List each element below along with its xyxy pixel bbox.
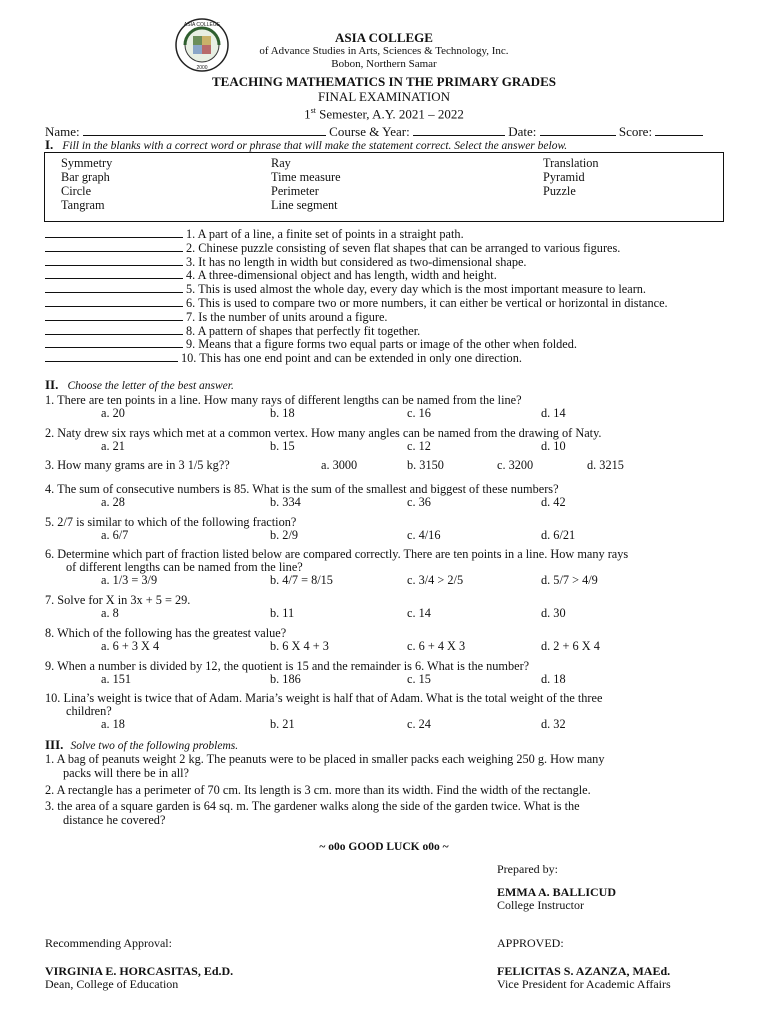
answer-option[interactable]: c. 36 [407,495,431,509]
part2-instruction: Choose the letter of the best answer. [67,380,234,392]
word-bank-item: Ray [271,156,291,170]
answer-option[interactable]: d. 32 [541,717,566,731]
answer-option[interactable]: b. 18 [270,406,295,420]
semester-number: 1 [304,106,311,122]
name-blank[interactable] [83,124,326,136]
part2-heading [45,378,234,393]
answer-option[interactable]: c. 16 [407,406,431,420]
problem-text: 1. A bag of peanuts weight 2 kg. The peanuts were to be placed in smaller packs each weighing 250 g. How many [45,752,605,766]
question-text: 6. Determine which part of fraction listed below are compared correctly. There are ten points in a line. How many rays [45,547,629,561]
fill-blank-text: 7. Is the number of units around a figure. [186,309,388,324]
fill-blank-text: 4. A three-dimensional object and has length, width and height. [186,268,497,283]
answer-option[interactable]: a. 8 [101,606,119,620]
recommending-name: VIRGINIA E. HORCASITAS, Ed.D. [45,964,234,978]
answer-option[interactable]: b. 334 [270,495,301,509]
part1-instruction: Fill in the blanks with a correct word or phrase that will make the statement correct. Select the answer below. [62,140,568,152]
fill-blank-item [45,350,522,365]
answer-option[interactable]: b. 15 [270,439,295,453]
fill-blank-item [45,336,577,351]
word-bank-item: Tangram [61,198,105,212]
answer-blank[interactable] [45,240,183,252]
problem-text-continued: distance he covered? [63,813,166,827]
fill-blank-text: 6. This is used to compare two or more numbers, it can either be vertical or horizontal in distance. [186,296,668,310]
course-blank[interactable] [413,124,505,136]
fill-blank-item [45,267,497,282]
answer-option[interactable]: a. 1/3 = 3/9 [101,573,158,587]
question-text: 9. When a number is divided by 12, the quotient is 15 and the remainder is 6. What is the number? [45,659,530,673]
answer-option[interactable]: a. 3000 [321,458,358,472]
answer-option[interactable]: c. 14 [407,606,431,620]
answer-option[interactable]: a. 6/7 [101,528,129,542]
word-bank-col-1 [61,156,112,212]
fill-blank-item [45,254,527,269]
answer-option[interactable]: d. 5/7 > 4/9 [541,573,598,587]
answer-option[interactable]: b. 4/7 = 8/15 [270,573,333,587]
answer-option[interactable]: c. 24 [407,717,431,731]
semester-superscript: st [310,106,316,115]
prepared-title: College Instructor [497,898,584,912]
seal-year: 2000 [196,65,208,71]
answer-blank[interactable] [45,323,183,335]
name-label: Name: [45,124,80,139]
seal-text: ASIA COLLEGE [183,22,221,28]
fill-blank-item [45,323,420,338]
school-name: ASIA COLLEGE [335,30,433,45]
fill-blank-text: 3. It has no length in width but considered as two-dimensional shape. [186,254,527,269]
answer-option[interactable]: a. 6 + 3 X 4 [101,639,160,653]
answer-option[interactable]: a. 18 [101,717,125,731]
part3-heading [45,738,238,753]
answer-option[interactable]: b. 21 [270,717,295,731]
answer-option[interactable]: d. 6/21 [541,528,576,542]
approved-title: Vice President for Academic Affairs [497,977,671,991]
question-text: 7. Solve for X in 3x + 5 = 29. [45,593,191,607]
recommending-title: Dean, College of Education [45,977,179,991]
good-luck-text: ~ o0o GOOD LUCK o0o ~ [319,841,449,853]
exam-title: FINAL EXAMINATION [317,89,451,104]
word-bank-col-2 [271,156,341,212]
word-bank-item: Translation [543,156,599,170]
answer-option[interactable]: d. 30 [541,606,566,620]
fill-blank-text: 10. This has one end point and can be extended in only one direction. [181,351,522,366]
question-text: 3. How many grams are in 3 1/5 kg?? [45,458,230,472]
part1-numeral: I. [45,137,54,152]
approved-name: FELICITAS S. AZANZA, MAEd. [497,964,671,978]
question-text-continued: of different lengths can be named from the line? [66,560,303,574]
word-bank-item: Time measure [271,170,341,184]
answer-option[interactable]: c. 6 + 4 X 3 [407,639,466,653]
fill-blank-item [45,295,668,310]
word-bank-item: Symmetry [61,156,113,170]
part1-heading [45,138,567,153]
answer-option[interactable]: c. 12 [407,439,431,453]
word-bank-col-3 [543,156,599,198]
answer-blank[interactable] [45,281,183,293]
answer-option[interactable]: a. 28 [101,495,125,509]
answer-blank[interactable] [45,350,178,362]
part3-numeral: III. [45,737,64,752]
answer-option[interactable]: b. 6 X 4 + 3 [270,639,329,653]
answer-option[interactable]: a. 21 [101,439,125,453]
fill-blank-item [45,240,620,255]
answer-option[interactable]: c. 3/4 > 2/5 [407,573,464,587]
fill-blank-text: 9. Means that a figure forms two equal parts or image of the other when folded. [186,337,577,352]
word-bank-item: Line segment [271,198,338,212]
answer-option[interactable]: d. 3215 [587,458,624,472]
fill-blank-text: 8. A pattern of shapes that perfectly fit together. [186,323,421,338]
word-bank-box [44,152,724,222]
school-location: Bobon, Northern Samar [331,58,437,70]
score-label: Score: [618,124,653,139]
word-bank-item: Perimeter [271,184,319,198]
answer-option[interactable]: a. 151 [101,672,132,686]
answer-option[interactable]: d. 42 [541,495,566,509]
answer-option[interactable]: c. 4/16 [407,528,441,542]
word-bank-item: Circle [61,184,92,198]
word-bank-item: Bar graph [61,170,110,184]
answer-option[interactable]: d. 14 [541,406,566,420]
prepared-label: Prepared by: [497,862,558,876]
answer-option[interactable]: b. 11 [270,606,295,620]
semester-line [0,103,768,121]
question-text: 2. Naty drew six rays which met at a common vertex. How many angles can be named from the drawing of Naty. [45,426,602,440]
question-text: 1. There are ten points in a line. How many rays of different lengths can be named from the line? [45,393,522,407]
question-text: 10. Lina’s weight is twice that of Adam. Maria’s weight is half that of Adam. What is the total weight of the three [45,691,603,705]
answer-blank[interactable] [45,267,183,279]
answer-option[interactable]: d. 18 [541,672,566,686]
recommending-label: Recommending Approval: [45,936,172,950]
answer-option[interactable]: c. 3200 [497,458,534,472]
student-info-line [45,124,703,139]
fill-blank-item [45,281,646,296]
fill-blank-item [45,309,387,324]
semester-text: Semester, A.Y. 2021 – 2022 [315,106,464,122]
school-subtitle: of Advance Studies in Arts, Sciences & Technology, Inc. [259,45,509,57]
answer-option[interactable]: b. 3150 [407,458,444,472]
answer-option[interactable]: d. 2 + 6 X 4 [541,639,600,653]
prepared-name: EMMA A. BALLICUD [497,885,617,899]
date-label: Date: [508,124,537,139]
answer-option[interactable]: c. 15 [407,672,431,686]
course-label: Course & Year: [329,124,410,139]
part3-instruction: Solve two of the following problems. [70,740,239,752]
part2-numeral: II. [45,377,59,392]
answer-option[interactable]: d. 10 [541,439,566,453]
fill-blank-text: 2. Chinese puzzle consisting of seven flat shapes that can be arranged to various figures. [186,240,621,255]
word-bank-item: Pyramid [543,170,585,184]
course-title: TEACHING MATHEMATICS IN THE PRIMARY GRADES [212,74,556,89]
answer-blank[interactable] [45,336,183,348]
date-blank[interactable] [540,124,616,136]
answer-blank[interactable] [45,226,183,238]
answer-blank[interactable] [45,309,183,321]
question-text: 8. Which of the following has the greatest value? [45,626,287,640]
question-text: 4. The sum of consecutive numbers is 85. What is the sum of the smallest and biggest of these numbers? [45,482,559,496]
problem-text-continued: packs will there be in all? [63,766,189,780]
answer-option[interactable]: a. 20 [101,406,125,420]
answer-option[interactable]: b. 186 [270,672,301,686]
answer-option[interactable]: b. 2/9 [270,528,299,542]
question-text-continued: children? [66,704,112,718]
answer-blank[interactable] [45,295,183,307]
answer-blank[interactable] [45,254,183,266]
problem-text: 3. the area of a square garden is 64 sq. m. The gardener walks along the side of the garden twice. What is the [45,799,580,813]
fill-blank-text: 5. This is used almost the whole day, every day which is the most important measure to learn. [186,282,647,297]
fill-blank-item [45,226,464,241]
question-text: 5. 2/7 is similar to which of the following fraction? [45,515,297,529]
problem-text: 2. A rectangle has a perimeter of 70 cm. Its length is 3 cm. more than its width. Find the width of the rectangle. [45,783,591,797]
word-bank-item: Puzzle [543,184,576,198]
fill-blank-text: 1. A part of a line, a finite set of points in a straight path. [186,227,464,241]
score-blank[interactable] [655,124,703,136]
approved-label: APPROVED: [497,936,564,950]
